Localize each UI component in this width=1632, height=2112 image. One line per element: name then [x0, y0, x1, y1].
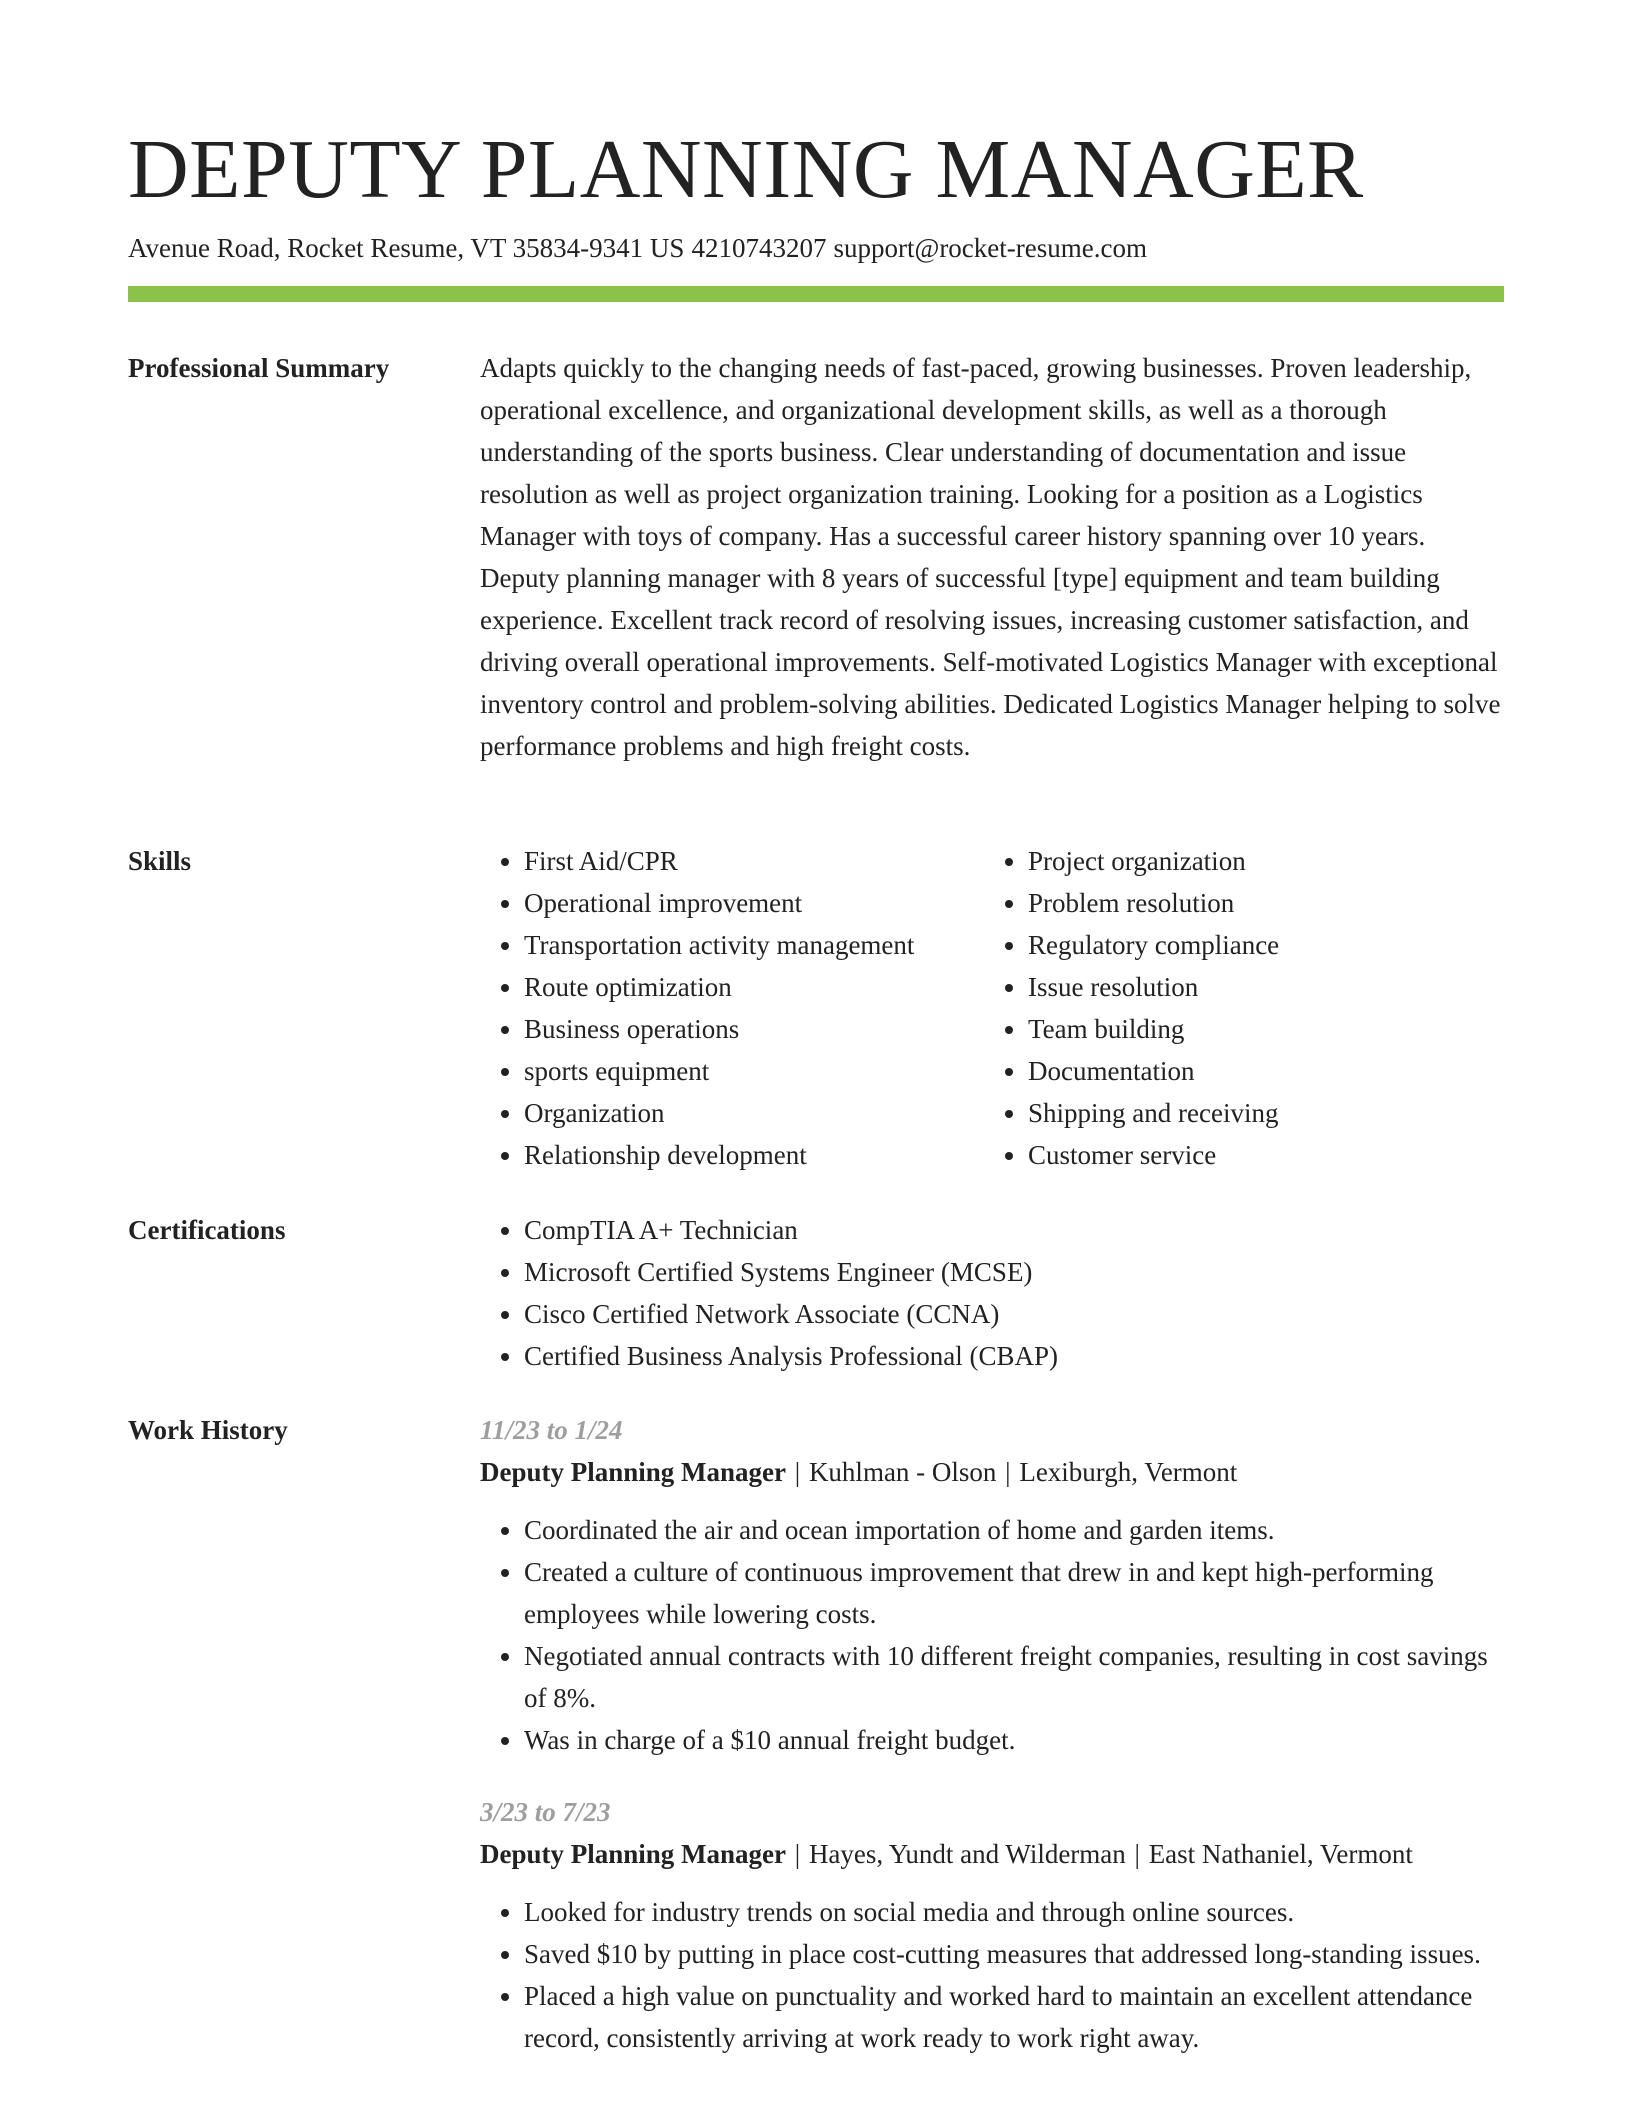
skill-item: • Relationship development — [524, 1134, 984, 1176]
header-divider — [128, 286, 1504, 302]
job-dates: 3/23 to 7/23 — [480, 1797, 611, 1827]
job-bullet: • Looked for industry trends on social media and through online sources. — [524, 1891, 1504, 1933]
job-dates: 11/23 to 1/24 — [480, 1415, 623, 1445]
skill-item: • Team building — [1028, 1008, 1488, 1050]
job-bullet: • Coordinated the air and ocean importation of home and garden items. — [524, 1509, 1504, 1551]
skill-item: • Issue resolution — [1028, 966, 1488, 1008]
job-bullet: • Negotiated annual contracts with 10 different freight companies, resulting in cost savings of 8%. — [524, 1635, 1504, 1719]
job-bullets — [480, 1509, 1504, 1761]
job-location: Lexiburgh, Vermont — [1019, 1457, 1238, 1487]
job-separator: | — [1134, 1839, 1140, 1869]
skill-item: • Route optimization — [524, 966, 984, 1008]
job-title: Deputy Planning Manager — [480, 1839, 787, 1869]
certification-item: • CompTIA A+ Technician — [524, 1209, 1504, 1251]
job-entry — [480, 1409, 1504, 1761]
job-company: Hayes, Yundt and Wilderman — [808, 1839, 1126, 1869]
skill-item: • Documentation — [1028, 1050, 1488, 1092]
job-title: Deputy Planning Manager — [480, 1457, 787, 1487]
skill-item: • sports equipment — [524, 1050, 984, 1092]
certifications-list — [480, 1209, 1504, 1377]
job-bullet: • Was in charge of a $10 annual freight budget. — [524, 1719, 1504, 1761]
skill-item: • Problem resolution — [1028, 882, 1488, 924]
skills-list-left — [480, 840, 984, 1176]
skill-item: • Transportation activity management — [524, 924, 984, 966]
skill-item: • Operational improvement — [524, 882, 984, 924]
contact-address: Avenue Road, Rocket Resume, VT 35834-9341 US — [128, 233, 685, 263]
skill-item: • First Aid/CPR — [524, 840, 984, 882]
skills-list-right — [984, 840, 1488, 1176]
job-entry — [480, 1791, 1504, 2059]
contact-line — [128, 230, 1147, 266]
job-bullets — [480, 1891, 1504, 2059]
contact-phone: 4210743207 — [691, 233, 827, 263]
job-location: East Nathaniel, Vermont — [1148, 1839, 1413, 1869]
skills-body — [480, 840, 1504, 1176]
job-header — [480, 1833, 1504, 1875]
job-bullet: • Created a culture of continuous improvement that drew in and kept high-performing employees while lowering costs. — [524, 1551, 1504, 1635]
contact-email[interactable]: support@rocket-resume.com — [833, 233, 1147, 263]
job-header — [480, 1451, 1504, 1493]
certification-item: • Cisco Certified Network Associate (CCNA) — [524, 1293, 1504, 1335]
certification-item: • Microsoft Certified Systems Engineer (MCSE) — [524, 1251, 1504, 1293]
work-history-body — [480, 1409, 1504, 2089]
skill-item: • Business operations — [524, 1008, 984, 1050]
job-separator: | — [794, 1839, 801, 1869]
certifications-body — [480, 1209, 1504, 1377]
skill-item: • Project organization — [1028, 840, 1488, 882]
resume-title: DEPUTY PLANNING MANAGER — [128, 123, 1364, 216]
work-history-heading: Work History — [128, 1415, 288, 1445]
job-separator: | — [794, 1457, 801, 1487]
job-company: Kuhlman - Olson — [808, 1457, 997, 1487]
certification-item: • Certified Business Analysis Professional (CBAP) — [524, 1335, 1504, 1377]
skill-item: • Customer service — [1028, 1134, 1488, 1176]
skills-heading: Skills — [128, 846, 192, 876]
summary-heading: Professional Summary — [128, 353, 390, 383]
job-separator: | — [1005, 1457, 1011, 1487]
certifications-heading: Certifications — [128, 1215, 286, 1245]
skill-item: • Organization — [524, 1092, 984, 1134]
job-bullet: • Placed a high value on punctuality and worked hard to maintain an excellent attendance record, consistently arriving at work ready to work right away. — [524, 1975, 1504, 2059]
summary-text: Adapts quickly to the changing needs of fast-paced, growing businesses. Proven leadership, operational excellence, and organizational development skills, as well as a thorough understanding of the sports business. Clear understanding of documentation and issue resolution as well as project organization training. Looking for a position as a Logistics Manager with toys of company. Has a successful career history spanning over 10 years. Deputy planning manager with 8 years of successful [type] equipment and team building experience. Excellent track record of resolving issues, increasing customer satisfaction, and driving overall operational improvements. Self-motivated Logistics Manager with exceptional inventory control and problem-solving abilities. Dedicated Logistics Manager helping to solve performance problems and high freight costs. — [480, 353, 1501, 761]
skill-item: • Shipping and receiving — [1028, 1092, 1488, 1134]
job-bullet: • Saved $10 by putting in place cost-cutting measures that addressed long-standing issues. — [524, 1933, 1504, 1975]
summary-body — [480, 347, 1504, 767]
skill-item: • Regulatory compliance — [1028, 924, 1488, 966]
